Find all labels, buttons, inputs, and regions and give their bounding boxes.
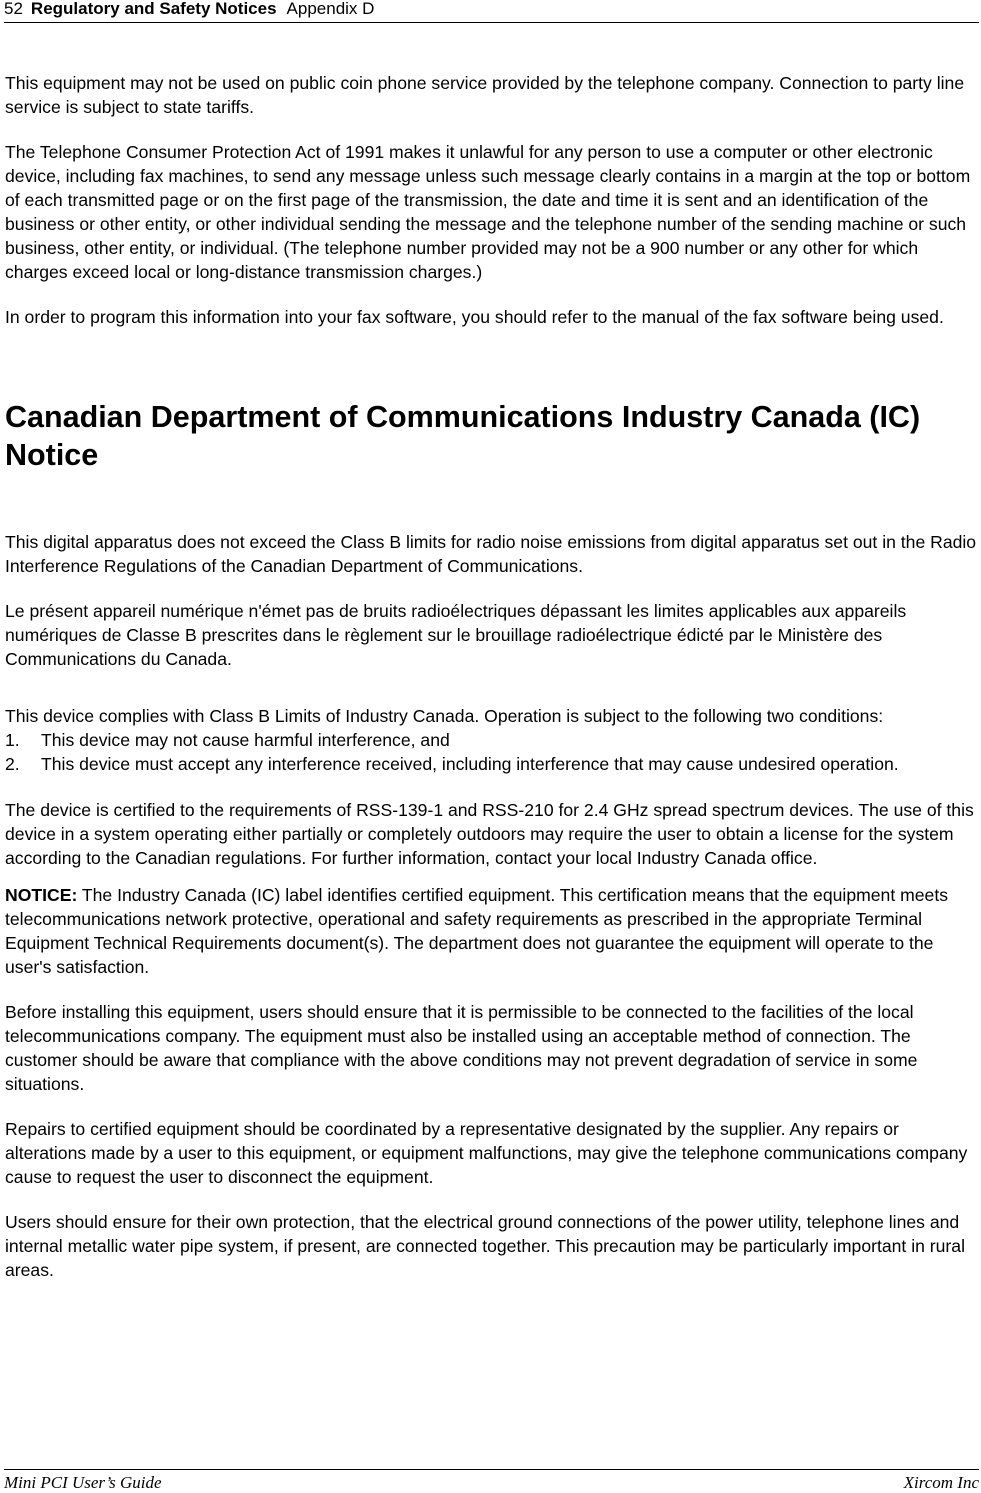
list-item-number: 1.: [5, 730, 20, 750]
paragraph-grounding: Users should ensure for their own protection, that the electrical ground connections of the power utility, telephone lines and internal metallic water pipe system, if present, are connected together. This precaution may be particularly important in rural areas.: [5, 1212, 965, 1280]
paragraph-fax-software: In order to program this information into your fax software, you should refer to the manual of the fax software being used.: [5, 307, 944, 327]
footer-company: Xircom Inc: [903, 1473, 979, 1492]
paragraph-repairs: Repairs to certified equipment should be coordinated by a representative designated by the supplier. Any repairs or alterations made by a user to this equipment, or equipment malfunctions, may give the telephone communications company cause to request the user to disconnect the equipment.: [5, 1119, 968, 1187]
footer-guide-title: Mini PCI User’s Guide: [4, 1473, 162, 1492]
paragraph-tcpa: The Telephone Consumer Protection Act of 1991 makes it unlawful for any person to use a computer or other electronic device, including fax machines, to send any message unless such message clearly contains in a margin at the top or bottom of each transmitted page or on the first page of the transmission, the date and time it is sent and an identification of the business or other entity, or other individual sending the message and the telephone number of the sending machine or such business, other entity, or individual. (The telephone number provided may not be a 900 number or any other for which charges exceed local or long-distance transmission charges.): [5, 142, 971, 282]
paragraph-class-b-english: This digital apparatus does not exceed the Class B limits for radio noise emissions from digital apparatus set out in the Radio Interference Regulations of the Canadian Department of Communications.: [5, 532, 977, 576]
list-item-number: 2.: [5, 754, 20, 774]
page-footer: [4, 1469, 979, 1493]
paragraph-rss-certification: The device is certified to the requirements of RSS-139-1 and RSS-210 for 2.4 GHz spread spectrum devices. The use of this device in a system operating either partially or completely outdoors may require the user to obtain a license for the system according to the Canadian regulations. For further information, contact your local Industry Canada office.: [5, 800, 974, 868]
header-section: Appendix D: [286, 0, 375, 18]
section-heading: Canadian Department of Communications Industry Canada (IC) Notice: [5, 400, 921, 472]
list-item-text: This device may not cause harmful interference, and: [41, 730, 450, 750]
paragraph-coin-phone: This equipment may not be used on public coin phone service provided by the telephone company. Connection to party line service is subject to state tariffs.: [5, 73, 965, 117]
list-item: [5, 728, 977, 752]
page-header: [4, 0, 979, 23]
paragraph-conditions-intro: This device complies with Class B Limits of Industry Canada. Operation is subject to the following two conditions:: [5, 706, 884, 726]
header-title: Regulatory and Safety Notices: [30, 0, 277, 18]
page-number: 52: [4, 0, 23, 18]
paragraph-notice: [5, 883, 977, 979]
paragraph-class-b-french: Le présent appareil numérique n'émet pas de bruits radioélectriques dépassant les limites applicables aux appareils numériques de Classe B prescrites dans le règlement sur le brouillage radioélectrique édicté par le Ministère des Communications du Canada.: [5, 601, 907, 669]
page-content: [5, 71, 977, 1282]
paragraph-installation: Before installing this equipment, users should ensure that it is permissible to be connected to the facilities of the local telecommunications company. The equipment must also be installed using an acceptable method of connection. The customer should be aware that compliance with the above conditions may not prevent degradation of service in some situations.: [5, 1002, 918, 1094]
notice-label: NOTICE:: [5, 885, 78, 905]
list-item: [5, 752, 977, 776]
conditions-list: [5, 728, 977, 776]
notice-text: The Industry Canada (IC) label identifies certified equipment. This certification means that the equipment meets telecommunications network protective, operational and safety requirements as prescribed in the appropriate Terminal Equipment Technical Requirements document(s). The department does not guarantee the equipment will operate to the user's satisfaction.: [5, 885, 949, 977]
list-item-text: This device must accept any interference received, including interference that may cause undesired operation.: [41, 754, 899, 774]
